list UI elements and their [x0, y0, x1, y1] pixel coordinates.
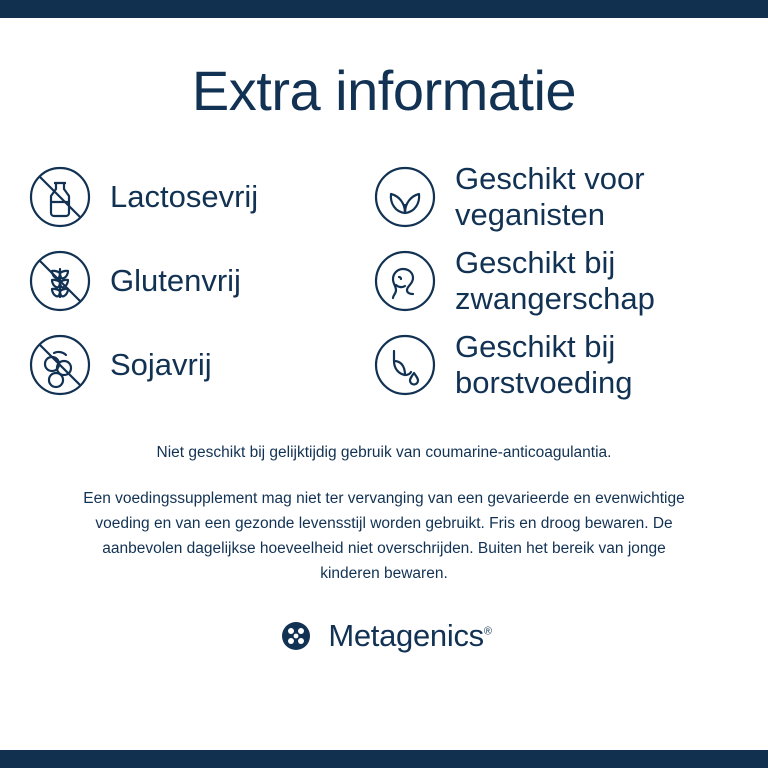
breastfeeding-icon	[369, 329, 441, 401]
no-gluten-wheat-icon	[24, 245, 96, 317]
feature-label: Geschikt voor veganisten	[455, 160, 645, 232]
warning-note: Niet geschikt bij gelijktijdig gebruik van coumarine-anticoagulantia.	[156, 443, 612, 461]
brand-name-text: Metagenics	[328, 618, 484, 654]
feature-label: Glutenvrij	[110, 262, 241, 298]
no-soy-beans-icon	[24, 329, 96, 401]
feature-breastfeeding	[369, 323, 744, 407]
leaf-icon	[369, 161, 441, 233]
metagenics-molecule-logo	[276, 616, 316, 656]
page-title: Extra informatie	[191, 59, 577, 122]
brand-name	[328, 618, 491, 654]
bottom-accent-bar	[0, 750, 768, 768]
supplement-disclaimer: Een voedingssupplement mag niet ter vervanging van een gevarieerde en evenwichtige voeding en van een gezonde levensstijl worden gebruikt. Fris en droog bewaren. De aanbevolen dagelijkse hoeveelheid niet overschrijden. Buiten het bereik van jonge kinderen bewaren.	[83, 490, 685, 583]
feature-lactose-free	[24, 155, 369, 239]
feature-pregnancy	[369, 239, 744, 323]
feature-label: Geschikt bij borstvoeding	[455, 328, 633, 400]
content-area	[0, 18, 768, 750]
fetus-icon	[369, 245, 441, 317]
feature-label: Sojavrij	[110, 346, 212, 382]
feature-label: Lactosevrij	[110, 178, 259, 214]
feature-vegan	[369, 155, 744, 239]
feature-label: Geschikt bij zwangerschap	[455, 244, 655, 316]
no-lactose-bottle-icon	[24, 161, 96, 233]
registered-mark: ®	[483, 626, 492, 639]
feature-gluten-free	[24, 239, 369, 323]
top-accent-bar	[0, 0, 768, 18]
features-grid	[24, 155, 744, 407]
brand-logo	[24, 616, 744, 656]
feature-soy-free	[24, 323, 369, 407]
